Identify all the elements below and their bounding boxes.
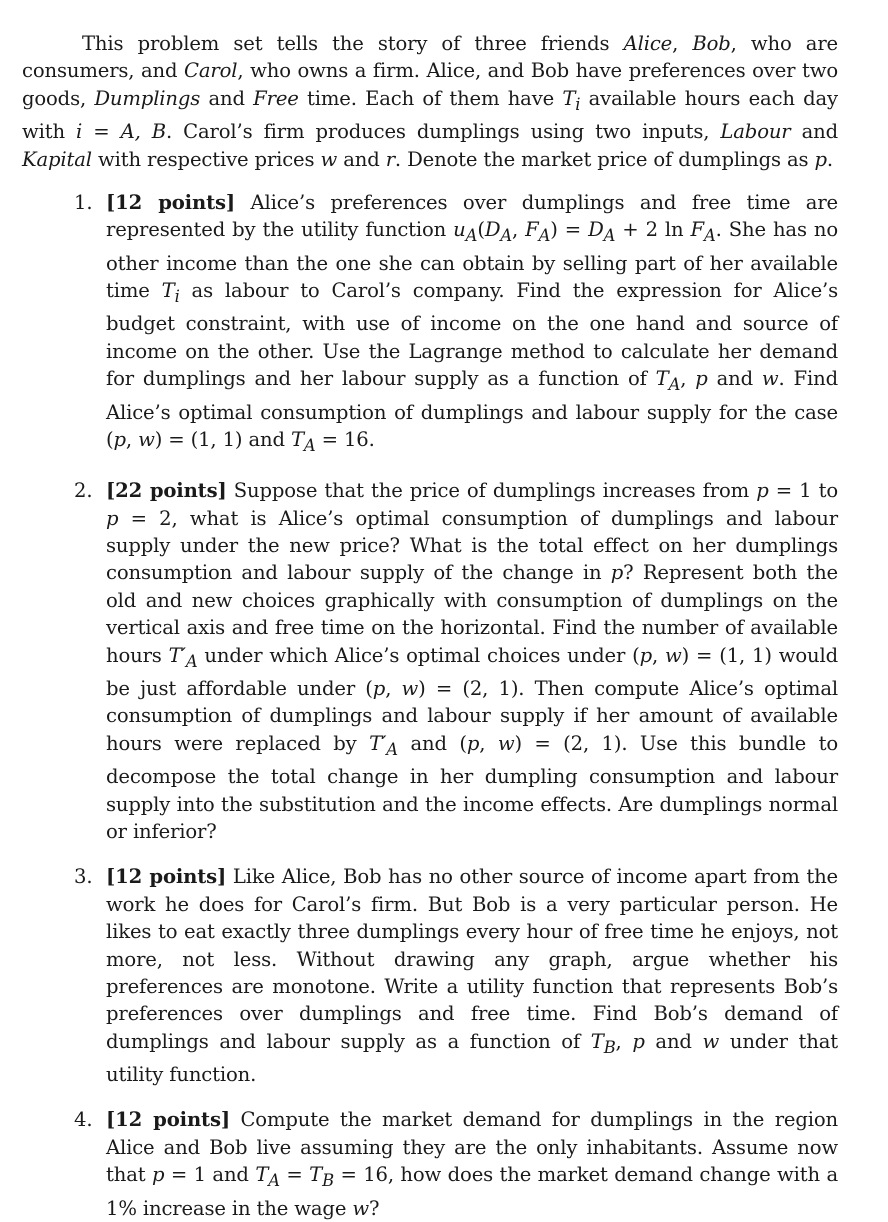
problem-item: 2. [22 points] Suppose that the price of dumplings increases from p = 1 to p = 2, what is Alice’s optimal consumption of dumplings and labour supply under the new price? What is the total effect on her dumplings consumption and labour supply of the change in p? Represent both the old and new choices graphically with consumption of dumplings on the vertical axis and free time on the horizontal. Find the number of available hours $T'_A$ under which Alice’s optimal choices under (p, w) = (1, 1) would be just affordable under (p, w) = (2, 1). Then compute Alice’s optimal consumption of dumplings and labour supply if her amount of available hours were replaced by $T'_A$ and (p, w) = (2, 1). Use this bundle to decompose the total change in her dumpling consumption and labour supply into the substitution and the income effects. Are dumplings normal or inferior? bbox=[74, 479, 839, 843]
problem-set-page bbox=[22, 30, 838, 1222]
problem-number: 4. bbox=[74, 1108, 93, 1132]
problem-number: 1. bbox=[74, 190, 93, 214]
problem-number: 2. bbox=[74, 479, 93, 503]
problem-points: [12 points] bbox=[106, 865, 227, 889]
problem-points: [12 points] bbox=[106, 1108, 230, 1132]
problem-number: 3. bbox=[74, 865, 93, 889]
problem-item: 3. [12 points] Like Alice, Bob has no other source of income apart from the work he does for Carol’s firm. But Bob is a very particular person. He likes to eat exactly three dumplings every hour of free time he enjoys, not more, not less. Without drawing any graph, argue whether his preferences are monotone. Write a utility function that represents Bob’s preferences over dumplings and free time. Find Bob’s demand of dumplings and labour supply as a function of $T_B$, p and w under that utility function. bbox=[74, 865, 838, 1087]
problem-points: [12 points] bbox=[106, 190, 235, 214]
problem-list bbox=[22, 189, 838, 1222]
problem-item: 1. [12 points] Alice’s preferences over dumplings and free time are represented by the utility function $u_A(D_A$, $F_A) = D_A + 2$ $\ln F_A$. She has no other income than the one she can obtain by selling part of her available time $T_i$ as labour to Carol’s company. Find the expression for Alice’s budget constraint, with use of income on the one hand and source of income on the other. Use the Lagrange method to calculate her demand for dumplings and her labour supply as a function of $T_A$, p and w. Find Alice’s optimal consumption of dumplings and labour supply for the case (p, w) = (1, 1) and $T_A = 16$. bbox=[74, 190, 839, 455]
problem-item: 4. [12 points] Compute the market demand for dumplings in the region Alice and Bob live assuming they are the only inhabitants. Assume now that p = 1 and $T_A = T_B = 16$, how does the market demand change with a 1% increase in the wage w? bbox=[74, 1108, 838, 1220]
problem-points: [22 points] bbox=[106, 479, 227, 503]
intro-paragraph: This problem set tells the story of three friends Alice, Bob, who are consumers, and Carol, who owns a firm. Alice, and Bob have preferences over two goods, Dumplings and Free time. Each of them have $T_i$ available hours each day with i = A, B. Carol’s firm produces dumplings using two inputs, Labour and Kapital with respective prices w and r. Denote the market price of dumplings as p. bbox=[22, 32, 839, 171]
